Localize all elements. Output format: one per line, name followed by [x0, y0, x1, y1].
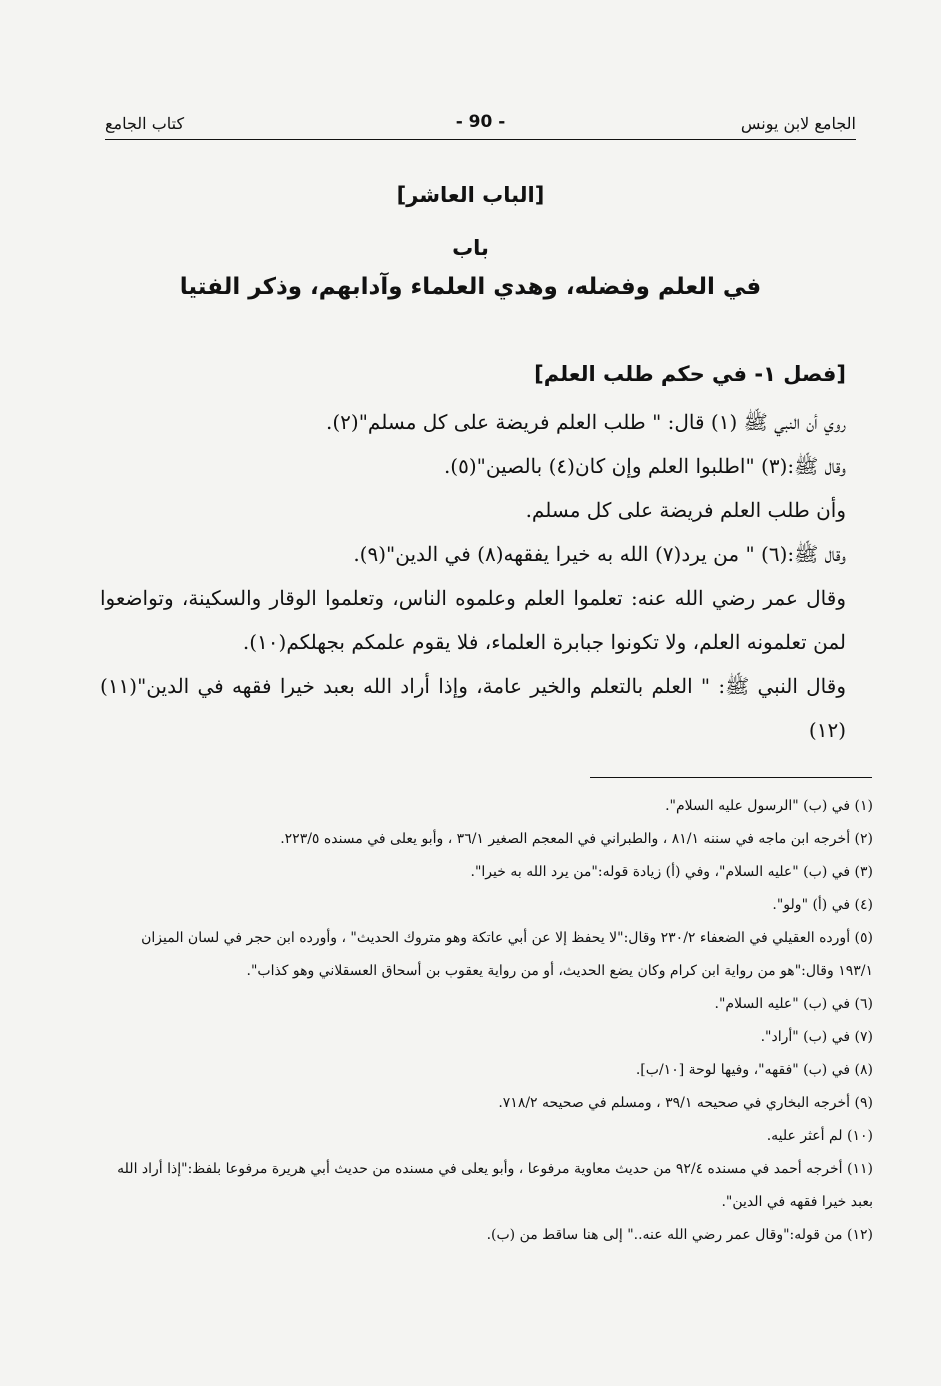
footnote: (٨) في (ب) "فقهه"، وفيها لوحة [١٠/ب].	[635, 1062, 873, 1078]
book-title: الجامع لابن يونس	[740, 114, 856, 133]
paragraph: وقال ﷺ:(٦) " من يرد(٧) الله به خيرا يفقهه(٨) في الدين"(٩).	[353, 542, 846, 566]
footnote: (٣) في (ب) "عليه السلام"، وفي (أ) زيادة قوله:"من يرد الله به خيرا".	[470, 864, 873, 880]
chapter-subject: في العلم وفضله، وهدي العلماء وآدابهم، وذكر الفتيا	[179, 274, 762, 300]
paragraph: وقال عمر رضي الله عنه: تعلموا العلم وعلموه الناس، وتعلموا الوقار والسكينة، وتواضعوا لمن تعلمونه العلم، ولا تكونوا جبابرة العلماء، فلا يقوم علمكم بجهلكم(١٠).	[100, 586, 846, 654]
footnote: (١٠) لم أعثر عليه.	[766, 1128, 873, 1144]
running-header	[105, 108, 856, 138]
section-heading: [فصل ١- في حكم طلب العلم]	[534, 362, 846, 386]
chapter-title: [الباب العاشر]	[396, 183, 545, 207]
paragraph: وقال ﷺ:(٣) "اطلبوا العلم وإن كان(٤) بالصين"(٥).	[443, 454, 846, 478]
paragraph: وأن طلب العلم فريضة على كل مسلم.	[525, 498, 846, 522]
footnote: (٥) أورده العقيلي في الضعفاء ٢٣٠/٢ وقال:"لا يحفظ إلا عن أبي عاتكة وهو متروك الحديث" ، وأورده ابن حجر في لسان الميزان ١٩٣/١ وقال:"هو من رواية ابن كرام وكان يضع الحديث، أو من رواية يعقوب بن أسحاق العسقلاني وهو كذاب".	[141, 930, 873, 979]
paragraph: وقال النبي ﷺ: " العلم بالتعلم والخير عامة، وإذا أراد الله بعبد خيرا فقهه في الدين"(١١) (١٢)	[100, 674, 846, 742]
bab-heading: باب	[452, 236, 489, 260]
footnotes	[103, 790, 873, 1252]
section-title: كتاب الجامع	[105, 114, 185, 133]
footnote: (١٢) من قوله:"وقال عمر رضي الله عنه.." إلى هنا ساقط من (ب).	[486, 1227, 873, 1243]
footnote: (٢) أخرجه ابن ماجه في سننه ٨١/١ ، والطبراني في المعجم الصغير ٣٦/١ ، وأبو يعلى في مسنده ٢٢٣/٥.	[280, 831, 873, 847]
footnote: (٤) في (أ) "ولو".	[772, 897, 873, 913]
footnote-rule	[590, 777, 872, 778]
header-rule	[105, 139, 856, 140]
footnote: (١١) أخرجه أحمد في مسنده ٩٢/٤ من حديث معاوية مرفوعا ، وأبو يعلى في مسنده من حديث أبي هريرة مرفوعا بلفظ:"إذا أراد الله بعبد خيرا فقهه في الدين".	[117, 1161, 873, 1210]
footnote: (٩) أخرجه البخاري في صحيحه ٣٩/١ ، ومسلم في صحيحه ٧١٨/٢.	[498, 1095, 873, 1111]
main-text	[100, 400, 846, 752]
footnote: (٧) في (ب) "أراد".	[760, 1029, 873, 1045]
paragraph: روي أن النبي ﷺ (١) قال: " طلب العلم فريضة على كل مسلم"(٢).	[326, 410, 846, 434]
footnote: (٦) في (ب) "عليه السلام".	[714, 996, 873, 1012]
page-number: - 90 -	[455, 112, 506, 132]
footnote: (١) في (ب) "الرسول عليه السلام".	[665, 798, 873, 814]
